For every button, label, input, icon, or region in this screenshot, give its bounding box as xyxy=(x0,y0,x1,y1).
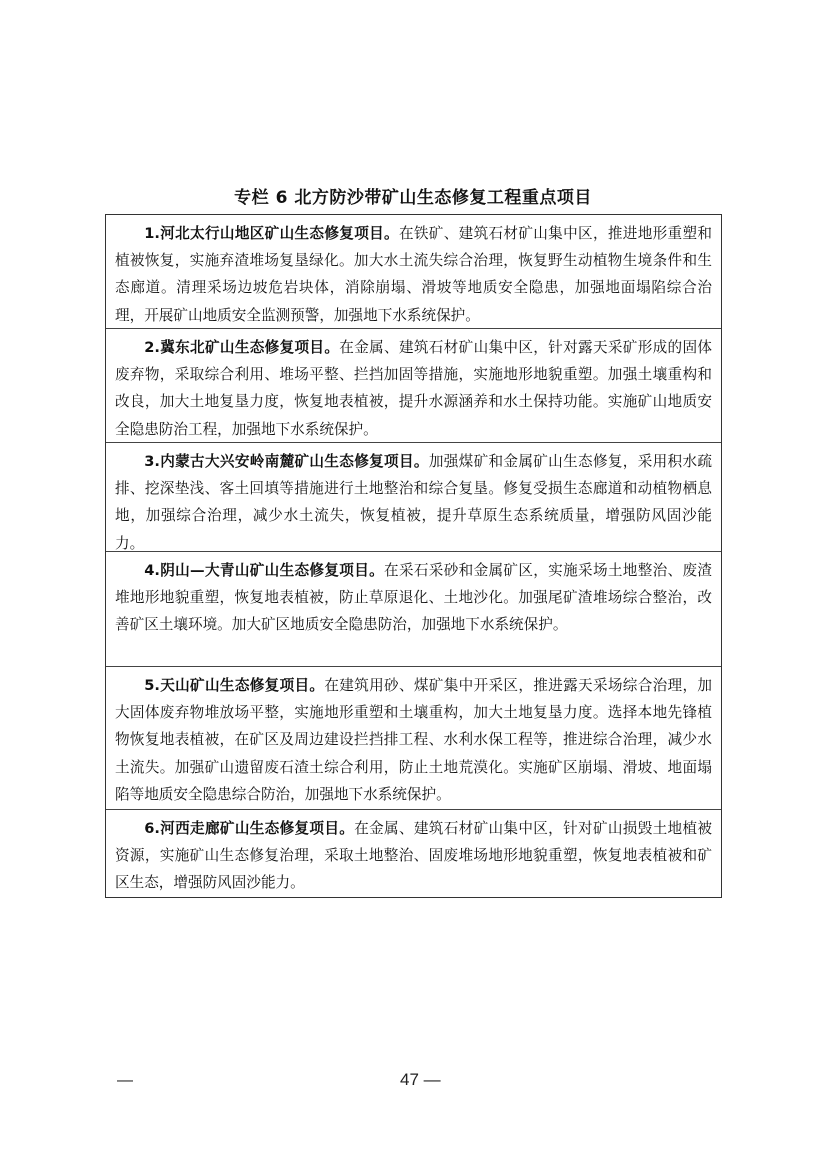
project-body: 在采石采砂和金属矿区，实施采场土地整治、废渣堆地形地貌重塑，恢复地表植被，防止草原退化、土地沙化。加强尾矿渣堆场综合整治，改善矿区土壤环境。加大矿区地质安全隐患防治，加强地下水系统保护。 xyxy=(115,562,712,634)
project-body: 在金属、建筑石材矿山集中区，针对矿山损毁土地植被资源，实施矿山生态修复治理，采取土地整治、固废堆场地形地貌重塑，恢复地表植被和矿区生态，增强防风固沙能力。 xyxy=(115,820,712,892)
project-heading: 2.冀东北矿山生态修复项目。 xyxy=(144,339,340,356)
project-heading: 5.天山矿山生态修复项目。 xyxy=(144,677,325,694)
project-heading: 1.河北太行山地区矿山生态修复项目。 xyxy=(144,225,399,242)
footer-dash: — xyxy=(117,1072,133,1089)
project-item xyxy=(106,552,721,667)
page-number: 47 — xyxy=(400,1070,441,1089)
project-item xyxy=(106,443,721,552)
project-body: 在金属、建筑石材矿山集中区，针对露天采矿形成的固体废弃物，采取综合利用、堆场平整、拦挡加固等措施，实施地形地貌重塑。加强土壤重构和改良，加大土地复垦力度，恢复地表植被，提升水源涵养和水土保持功能。实施矿山地质安全隐患防治工程，加强地下水系统保护。 xyxy=(115,339,712,438)
project-heading: 6.河西走廊矿山生态修复项目。 xyxy=(144,820,355,837)
project-heading: 3.内蒙古大兴安岭南麓矿山生态修复项目。 xyxy=(144,453,429,470)
project-item xyxy=(106,215,721,329)
project-body: 在建筑用砂、煤矿集中开采区，推进露天采场综合治理，加大固体废弃物堆放场平整，实施地形重塑和土壤重构，加大土地复垦力度。选择本地先锋植物恢复地表植被，在矿区及周边建设拦挡排工程、水利水保工程等，推进综合治理，减少水土流失。加强矿山遗留废石渣土综合利用，防止土地荒漠化。实施矿区崩塌、滑坡、地面塌陷等地质安全隐患综合防治，加强地下水系统保护。 xyxy=(115,677,712,803)
project-table xyxy=(105,214,722,898)
project-heading: 4.阴山—大青山矿山生态修复项目。 xyxy=(144,562,385,579)
page-title: 专栏 6 北方防沙带矿山生态修复工程重点项目 xyxy=(234,188,592,208)
project-body: 在铁矿、建筑石材矿山集中区，推进地形重塑和植被恢复，实施弃渣堆场复垦绿化。加大水土流失综合治理，恢复野生动植物生境条件和生态廊道。清理采场边坡危岩块体，消除崩塌、滑坡等地质安全隐患，加强地面塌陷综合治理，开展矿山地质安全监测预警，加强地下水系统保护。 xyxy=(115,225,712,324)
project-body: 加强煤矿和金属矿山生态修复，采用积水疏排、挖深垫浅、客土回填等措施进行土地整治和综合复垦。修复受损生态廊道和动植物栖息地，加强综合治理，减少水土流失，恢复植被，提升草原生态系统质量，增强防风固沙能力。 xyxy=(115,453,712,552)
project-item xyxy=(106,667,721,810)
project-item xyxy=(106,329,721,443)
project-item xyxy=(106,810,721,897)
